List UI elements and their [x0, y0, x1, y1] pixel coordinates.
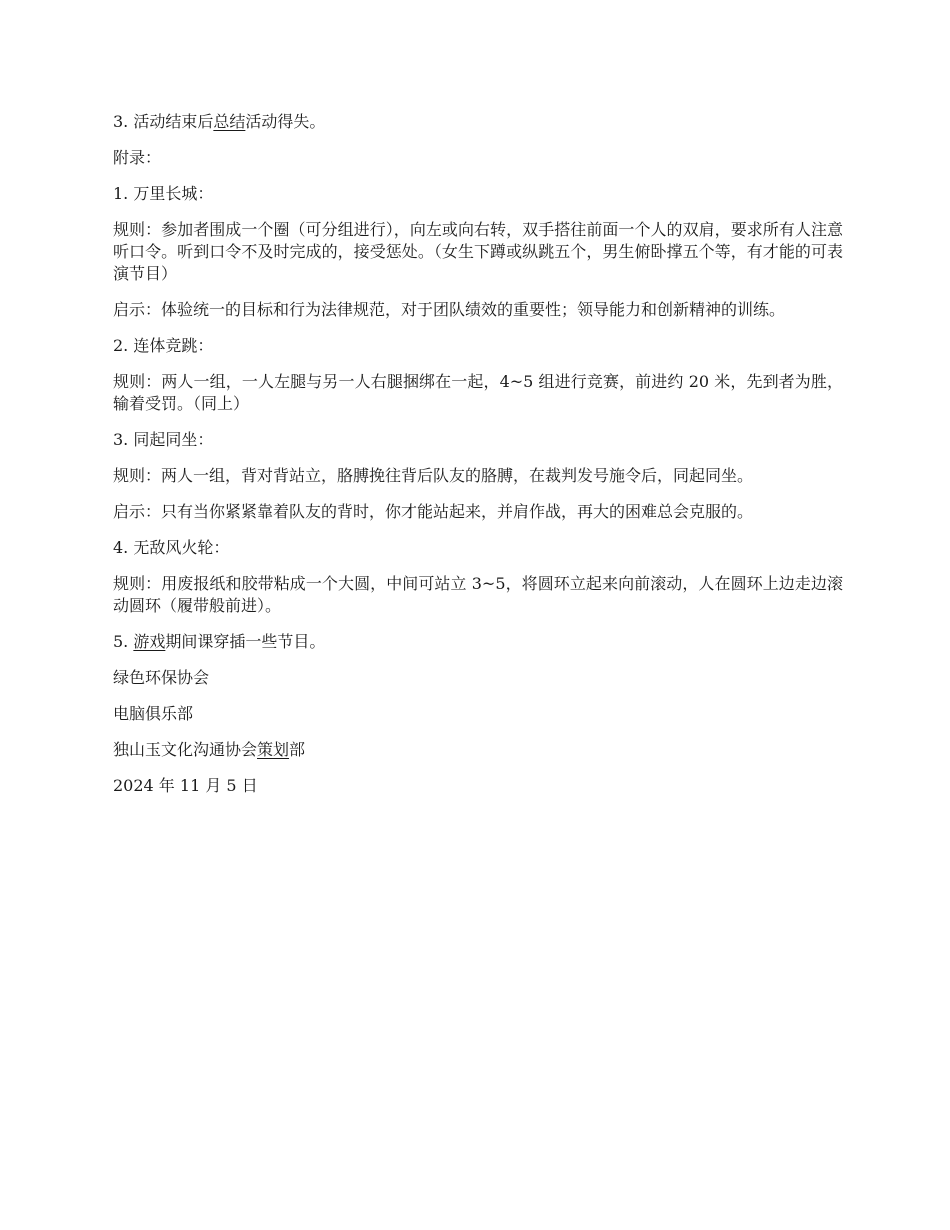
- text: 期间课穿插一些节目。: [165, 632, 326, 651]
- link-summary[interactable]: 总结: [213, 112, 246, 131]
- text: 活动得失。: [245, 112, 326, 131]
- insight-great-wall: 启示：体验统一的目标和行为法律规范，对于团队绩效的重要性；领导能力和创新精神的训练。: [113, 300, 786, 319]
- rules-great-wall: 规则：参加者围成一个圈（可分组进行），向左或向右转，双手搭往前面一个人的双肩，要求所有人注意听口令。听到口令不及时完成的，接受惩处。（女生下蹲或纵跳五个，男生俯卧撑五个等，有才能的可表演节目）: [113, 220, 843, 283]
- link-games[interactable]: 游戏: [133, 632, 166, 651]
- organizer-planning-dept: [113, 739, 843, 761]
- paragraph-summary: [113, 111, 843, 133]
- document-date: 2024 年 11 月 5 日: [113, 776, 258, 795]
- heading-stand-sit-together: 3. 同起同坐：: [113, 430, 214, 449]
- rules-fire-wheel: 规则：用废报纸和胶带粘成一个大圆，中间可站立 3~5，将圆环立起来向前滚动，人在圆环上边走边滚动圆环（履带般前进）。: [113, 574, 843, 615]
- rules-stand-sit-together: 规则：两人一组，背对背站立，胳膊挽往背后队友的胳膊，在裁判发号施令后，同起同坐。: [113, 466, 754, 485]
- heading-appendix: 附录：: [113, 148, 162, 167]
- text: 5.: [113, 632, 134, 651]
- organizer-computer-club: 电脑俱乐部: [113, 704, 194, 723]
- heading-three-legged-race: 2. 连体竞跳：: [113, 336, 214, 355]
- link-planning[interactable]: 策划: [257, 740, 290, 759]
- paragraph-games-note: [113, 631, 843, 653]
- insight-stand-sit-together: 启示：只有当你紧紧靠着队友的背时，你才能站起来，并肩作战，再大的困难总会克服的。: [113, 502, 754, 521]
- organizer-green-association: 绿色环保协会: [113, 668, 210, 687]
- text: 3. 活动结束后: [113, 112, 214, 131]
- rules-three-legged-race: 规则：两人一组，一人左腿与另一人右腿捆绑在一起，4~5 组进行竞赛，前进约 20 米，先到者为胜，输着受罚。（同上）: [113, 372, 843, 413]
- text: 独山玉文化沟通协会: [113, 740, 258, 759]
- heading-fire-wheel: 4. 无敌风火轮：: [113, 538, 230, 557]
- text: 部: [289, 740, 306, 759]
- heading-great-wall: 1. 万里长城：: [113, 184, 214, 203]
- document-body: [113, 111, 843, 811]
